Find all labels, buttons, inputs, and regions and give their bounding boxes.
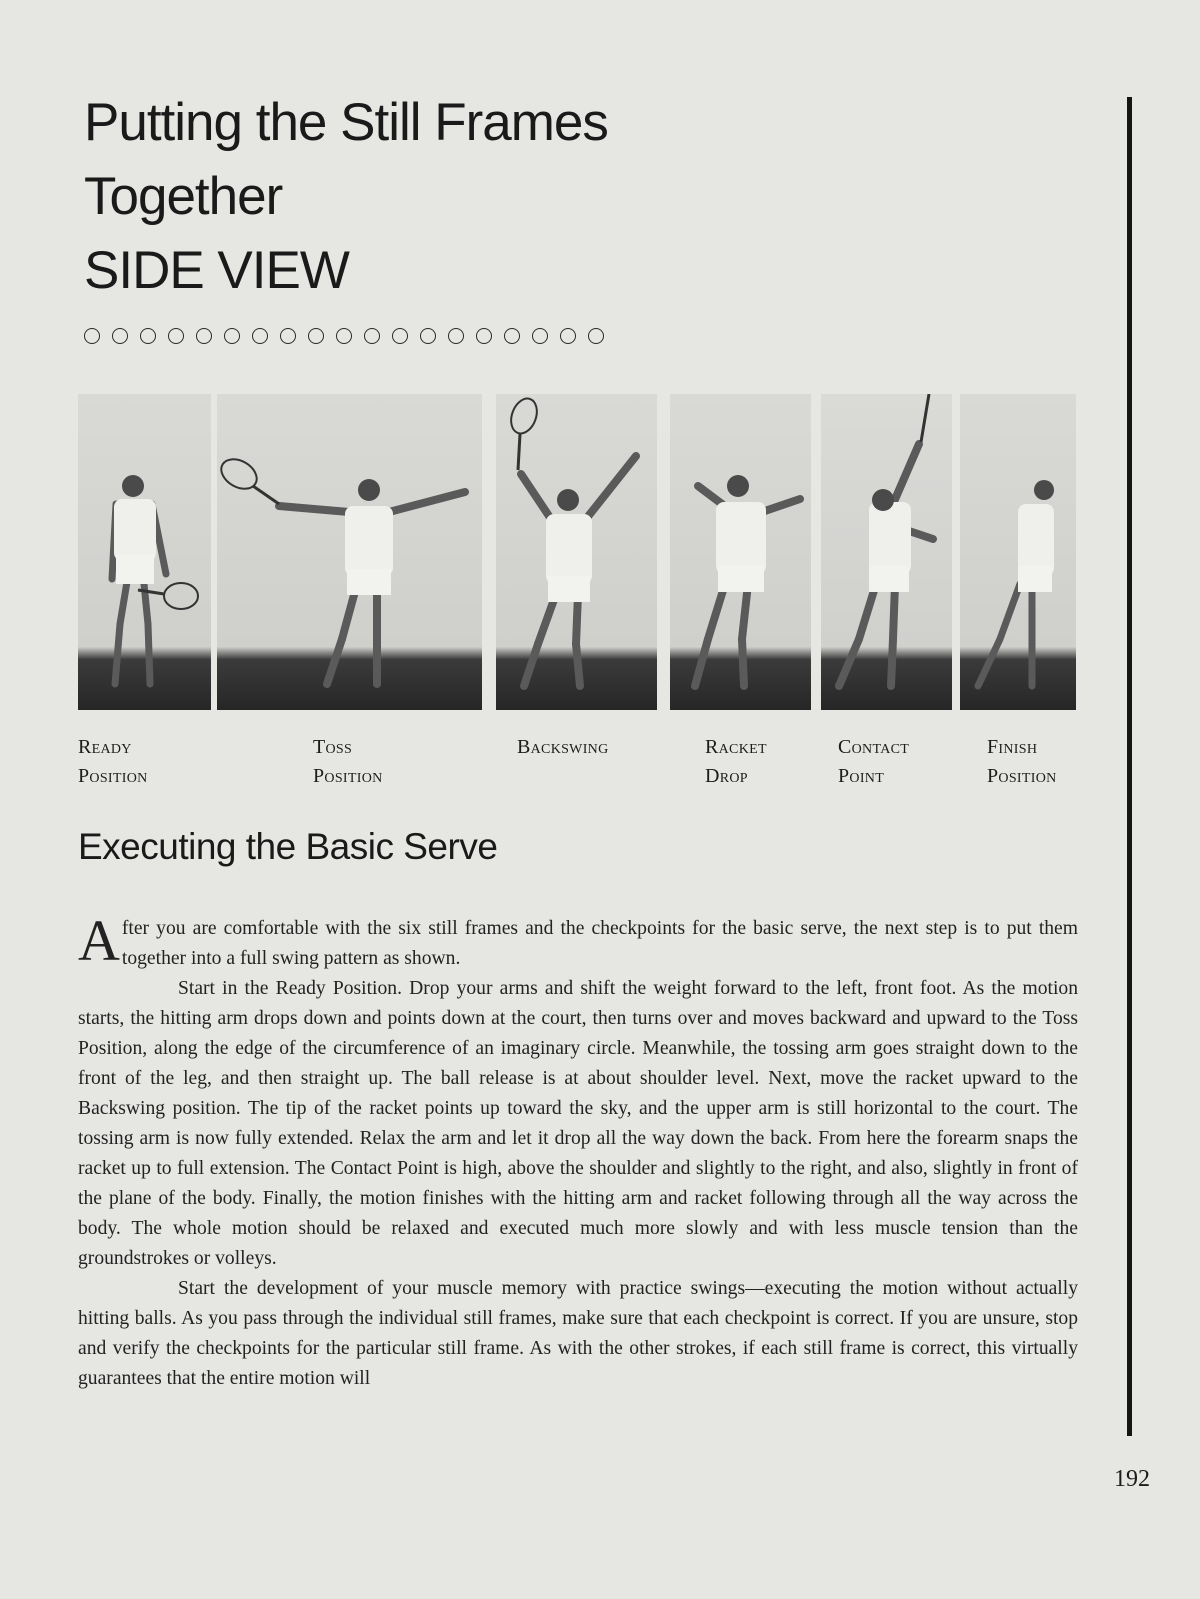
title-line-2: Together: [84, 167, 283, 226]
decorative-dot: [308, 328, 324, 344]
caption-ready-position: Ready Position: [78, 736, 148, 787]
decorative-dot: [364, 328, 380, 344]
margin-rule: [1127, 97, 1132, 1436]
decorative-dot: [84, 328, 100, 344]
title-line-3: SIDE VIEW: [84, 241, 349, 300]
decorative-dot: [112, 328, 128, 344]
drop-cap: A: [78, 908, 120, 973]
decorative-dot: [168, 328, 184, 344]
caption-toss-position: Toss Position: [313, 736, 383, 787]
caption-contact-point: Contact Point: [838, 736, 910, 787]
paragraph-3: Start the development of your muscle memory with practice swings—executing the motion without actually hitting balls. As you pass through the individual still frames, make sure that each checkpoint is correct. If you are unsure, stop and verify the checkpoints for the particular still frame. As with the other strokes, if each still frame is correct, this virtually guarantees that the entire motion will: [78, 1278, 1078, 1389]
photo-ready-position: [78, 394, 211, 710]
photo-backswing: [496, 394, 657, 710]
photo-finish-position: [960, 394, 1076, 710]
photo-racket-drop: [670, 394, 811, 710]
decorative-dot: [392, 328, 408, 344]
decorative-dot: [252, 328, 268, 344]
page-title: [84, 86, 724, 308]
paragraph-2: Start in the Ready Position. Drop your arms and shift the weight forward to the left, front foot. As the motion starts, the hitting arm drops down and points down at the court, then turns over and moves backward and upward to the Toss Position, along the edge of the circumference of an imaginary circle. Meanwhile, the tossing arm goes straight down to the front of the leg, and then straight up. The ball release is at about shoulder level. Next, move the racket upward to the Backswing position. The tip of the racket points up toward the sky, and the upper arm is still horizontal to the court. The tossing arm is now fully extended. Relax the arm and let it drop all the way down the back. From here the forearm snaps the racket up to full extension. The Contact Point is high, above the shoulder and slightly to the right, and also, slightly in front of the plane of the body. Finally, the motion finishes with the hitting arm and racket following through all the way across the body. The whole motion should be relaxed and executed much more slowly and with less muscle tension than the groundstrokes or volleys.: [78, 978, 1078, 1269]
body-text: [78, 908, 1078, 1394]
decorative-dot-row: [84, 328, 604, 344]
decorative-dot: [140, 328, 156, 344]
decorative-dot: [336, 328, 352, 344]
photo-toss-position: [217, 394, 482, 710]
decorative-dot: [504, 328, 520, 344]
section-heading: Executing the Basic Serve: [78, 826, 498, 867]
page-number: 192: [1114, 1466, 1150, 1492]
caption-finish-position: Finish Position: [987, 736, 1057, 787]
decorative-dot: [448, 328, 464, 344]
decorative-dot: [196, 328, 212, 344]
title-line-1: Putting the Still Frames: [84, 93, 608, 152]
decorative-dot: [532, 328, 548, 344]
caption-racket-drop: Racket Drop: [705, 736, 767, 787]
decorative-dot: [420, 328, 436, 344]
decorative-dot: [476, 328, 492, 344]
decorative-dot: [560, 328, 576, 344]
paragraph-1: After you are comfortable with the six still frames and the checkpoints for the basic serve, the next step is to put them together into a full swing pattern as shown.: [78, 908, 1078, 973]
photo-contact-point: [821, 394, 952, 710]
caption-backswing: Backswing: [517, 736, 609, 758]
decorative-dot: [588, 328, 604, 344]
decorative-dot: [280, 328, 296, 344]
decorative-dot: [224, 328, 240, 344]
